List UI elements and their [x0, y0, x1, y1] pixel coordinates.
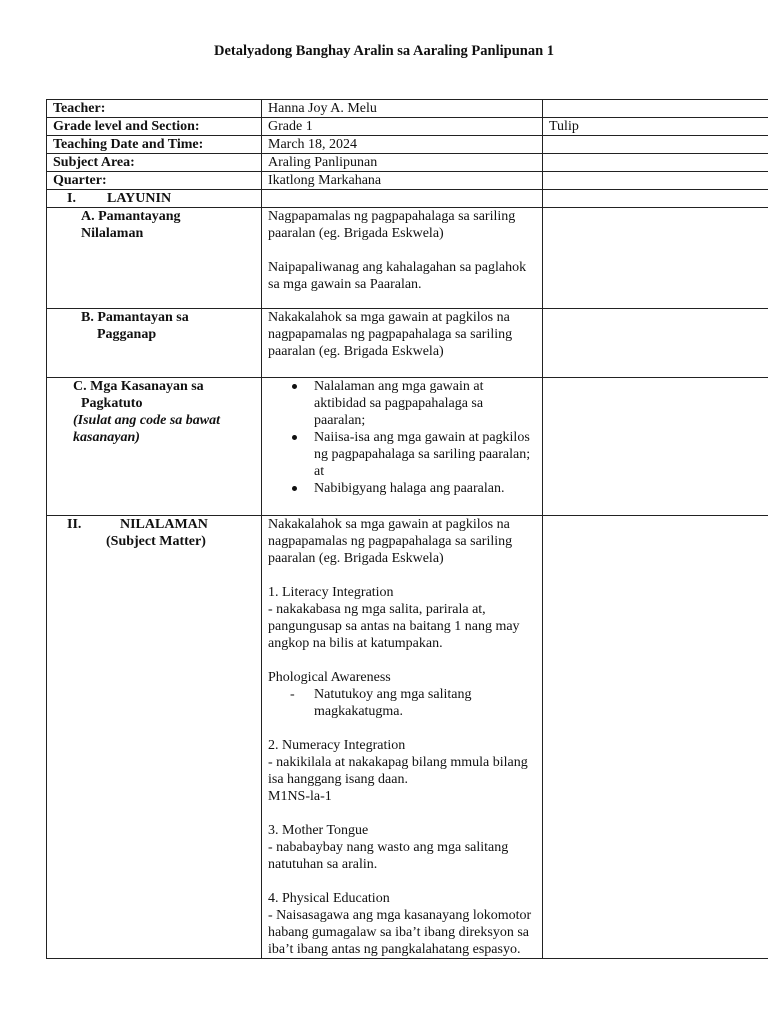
physical-education-text: - Naisasagawa ang mga kasanayang lokomotor habang gumagalaw sa iba’t ibang direksyon sa iba’t ibang antas ng pangkalahatang espasyo. [268, 908, 532, 957]
table-row-teacher [47, 100, 768, 118]
nilalaman-heading: NILALAMAN [120, 517, 208, 532]
pamantayang-nilalaman-label-line1: A. Pamantayang [81, 209, 181, 224]
subject-extra [543, 154, 768, 172]
teacher-extra [543, 100, 768, 118]
pamantayang-nilalaman-text2: Naipapaliwanag ang kahalagahan sa paglahok sa mga gawain sa Paaralan. [268, 260, 527, 292]
kasanayan-content [262, 378, 543, 516]
kasanayan-note: (Isulat ang code sa bawat kasanayan) [73, 413, 221, 445]
section-value: Tulip [543, 118, 768, 136]
nilalaman-intro: Nakakalahok sa mga gawain at pagkilos na nagpapamalas ng pagpapahalaga sa sariling paaralan (eg. Brigada Eskwela) [268, 517, 513, 566]
list-item: Nabibigyang halaga ang paaralan. [290, 480, 536, 497]
pamantayan-pagganap-text: Nakakalahok sa mga gawain at pagkilos na nagpapamalas ng pagpapahalaga sa sariling paaralan (eg. Brigada Eskwela) [262, 309, 543, 378]
date-label: Teaching Date and Time: [47, 136, 262, 154]
layunin-heading: LAYUNIN [107, 191, 172, 206]
quarter-value: Ikatlong Markahana [262, 172, 543, 190]
numeracy-text: - nakikilala at nakakapag bilang mmula bilang isa hanggang isang daan. [268, 755, 528, 787]
teacher-value: Hanna Joy A. Melu [262, 100, 543, 118]
kasanayan-label [47, 378, 262, 516]
mother-tongue-text: - nababaybay nang wasto ang mga salitang natutuhan sa aralin. [268, 840, 509, 872]
phonological-list [268, 686, 536, 720]
literacy-title: 1. Literacy Integration [268, 585, 394, 600]
kasanayan-label-line1: C. Mga Kasanayan sa [73, 379, 204, 394]
physical-education-title: 4. Physical Education [268, 891, 390, 906]
grade-label: Grade level and Section: [47, 118, 262, 136]
nilalaman-numeral: II. [67, 517, 82, 532]
pamantayang-nilalaman-content [262, 208, 543, 309]
table-row-nilalaman [47, 516, 768, 959]
subject-label: Subject Area: [47, 154, 262, 172]
layunin-heading-cell [47, 190, 262, 208]
list-item: - Natutukoy ang mga salitang magkakatugma. [290, 686, 536, 720]
layunin-numeral: I. [67, 191, 76, 206]
pamantayang-nilalaman-label-line2: Nilalaman [81, 226, 144, 241]
pamantayan-pagganap-label-line2: Pagganap [97, 327, 157, 342]
subject-value: Araling Panlipunan [262, 154, 543, 172]
grade-value: Grade 1 [262, 118, 543, 136]
pamantayan-pagganap-label-line1: B. Pamantayan sa [81, 310, 189, 325]
nilalaman-content [262, 516, 543, 959]
date-value: March 18, 2024 [262, 136, 543, 154]
lesson-plan-table [46, 99, 768, 959]
literacy-text: - nakakabasa ng mga salita, parirala at, pangungusap sa antas na baitang 1 nang may angkop na bilis at katumpakan. [268, 602, 520, 651]
table-row-kasanayan [47, 378, 768, 516]
table-row-date [47, 136, 768, 154]
list-item: Naiisa-isa ang mga gawain at pagkilos ng pagpapahalaga sa sariling paaralan; at [290, 429, 536, 480]
table-row-pamantayang-nilalaman [47, 208, 768, 309]
pamantayan-pagganap-label [47, 309, 262, 378]
table-row-pamantayan-pagganap [47, 309, 768, 378]
phonological-title: Phological Awareness [268, 670, 391, 685]
table-row-grade [47, 118, 768, 136]
nilalaman-label [47, 516, 262, 959]
nilalaman-subheading: (Subject Matter) [106, 534, 206, 549]
quarter-extra [543, 172, 768, 190]
date-extra [543, 136, 768, 154]
numeracy-title: 2. Numeracy Integration [268, 738, 406, 753]
quarter-label: Quarter: [47, 172, 262, 190]
table-row-layunin-heading [47, 190, 768, 208]
list-item: Nalalaman ang mga gawain at aktibidad sa pagpapahalaga sa paaralan; [290, 378, 536, 429]
document-title: Detalyadong Banghay Aralin sa Aaraling Panlipunan 1 [213, 43, 555, 59]
table-row-subject [47, 154, 768, 172]
table-row-quarter [47, 172, 768, 190]
kasanayan-list [268, 378, 536, 497]
pamantayang-nilalaman-text1: Nagpapamalas ng pagpapahalaga sa sariling paaralan (eg. Brigada Eskwela) [268, 209, 516, 241]
teacher-label: Teacher: [47, 100, 262, 118]
kasanayan-label-line2: Pagkatuto [81, 396, 143, 411]
numeracy-code: M1NS-la-1 [268, 789, 332, 804]
mother-tongue-title: 3. Mother Tongue [268, 823, 369, 838]
pamantayang-nilalaman-label [47, 208, 262, 309]
